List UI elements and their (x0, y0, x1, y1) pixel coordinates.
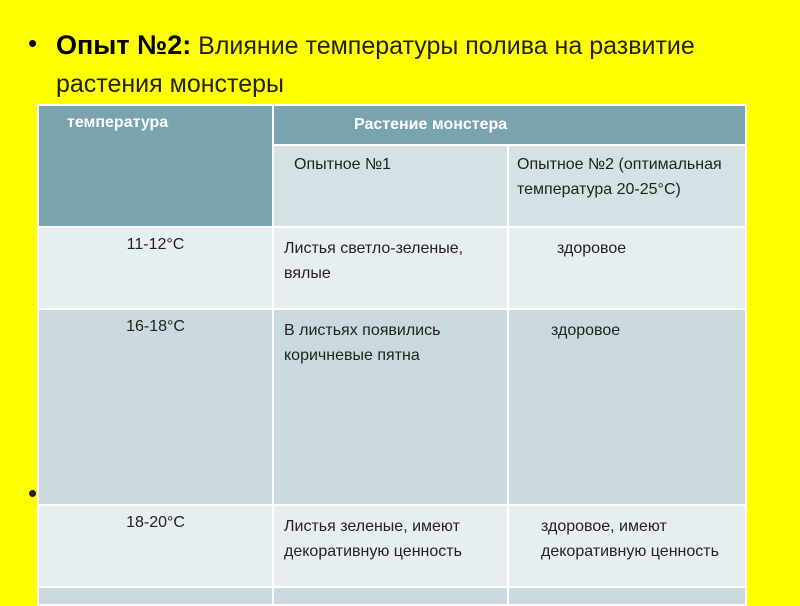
experiment-table (37, 104, 747, 606)
row-exp2: здоровое (508, 227, 746, 309)
row-exp2 (508, 505, 746, 587)
row-exp1: Листья зеленые, имеют декоративную ценность (273, 505, 508, 587)
table-row (38, 587, 746, 605)
row-temperature (38, 587, 273, 605)
table-row (38, 227, 746, 309)
header-plant: Растение монстера (273, 105, 746, 145)
row-temperature: 16-18°С (38, 309, 273, 505)
title-text: Влияние температуры полива на развитие растения монстеры (56, 32, 695, 98)
row-exp2: здоровое (508, 309, 746, 505)
table-row (38, 309, 746, 505)
header-temperature: температура (38, 105, 273, 227)
header-exp1: Опытное №1 (273, 145, 508, 227)
title-bold: Опыт №2: (56, 30, 192, 60)
row-temperature: 18-20°С (38, 505, 273, 587)
table-row (38, 505, 746, 587)
row-temperature: 11-12°С (38, 227, 273, 309)
slide-title (56, 26, 756, 103)
bullet-marker: • (28, 28, 38, 58)
row-exp2 (508, 587, 746, 605)
row-exp1 (273, 587, 508, 605)
header-exp2: Опытное №2 (оптимальная температура 20-25°С) (508, 145, 746, 227)
bullet-marker-2: • (28, 478, 38, 508)
row-exp1: В листьях появились коричневые пятна (273, 309, 508, 505)
row-exp1: Листья светло-зеленые, вялые (273, 227, 508, 309)
row-exp2-text: здоровое, имеют декоративную ценность (541, 518, 719, 560)
